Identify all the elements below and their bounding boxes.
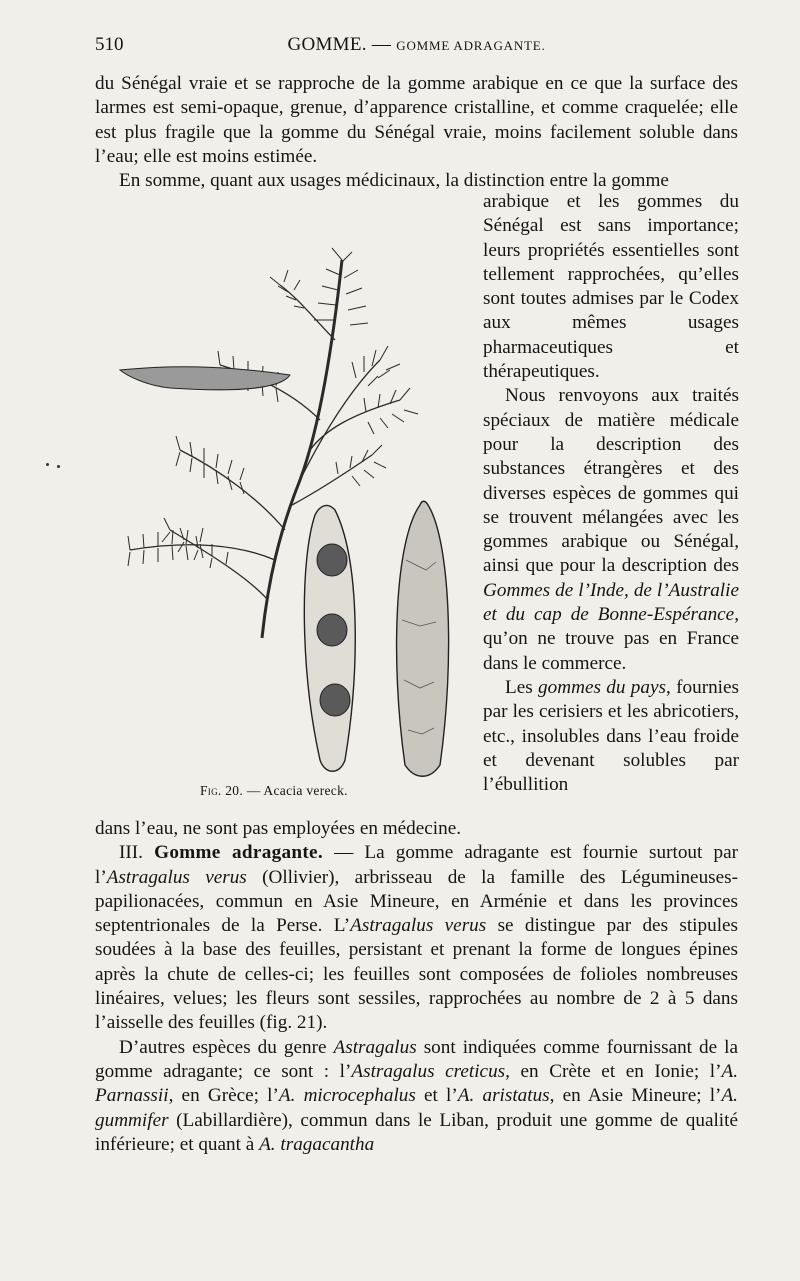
right-p2-italic: Gommes de l’Inde, de l’Australie et du cap de Bonne-Espérance — [483, 579, 739, 626]
right-p3-italic: gommes du pays — [538, 676, 666, 698]
running-title — [95, 34, 738, 56]
right-p2-text: Nous renvoyons aux traités spéciaux de matière médicale pour la description des substances étrangères et des diverses espèces de gommes qui se trouvent mélangées avec les gommes arabique ou Sénégal, ainsi que pour la description des — [483, 385, 739, 577]
closed-pod — [397, 501, 449, 776]
last-t5: et l’ — [415, 1085, 458, 1107]
seed-3 — [320, 684, 350, 716]
paragraph-somme-line: En somme, quant aux usages médicinaux, la distinction entre la gomme — [119, 170, 669, 192]
right-p3-text: Les — [505, 676, 539, 698]
right-p3-end: , fournies par les cerisiers et les abricotiers, etc., insolubles dans l’eau froide et devenant solubles par l’ébullition — [483, 676, 739, 796]
seed-2 — [317, 614, 347, 646]
species-name-2: Astragalus verus — [350, 915, 487, 937]
right-paragraph-2 — [483, 384, 739, 676]
section-3-paragraph — [95, 841, 738, 1035]
page-number: 510 — [95, 34, 124, 55]
last-i3: A. Parnassii — [95, 1060, 738, 1107]
section-heading: Gomme adragante. — [154, 842, 323, 864]
section-text-3: se distingue par des stipules soudées à la base des feuilles, persistant et prenant la forme de longues épines après la chute de celles-ci; les feuilles sont composées de folioles nombreuses linéaires, velues; les fleurs sont sessiles, rapprochées au nombre de 2 à 5 dans l’aisselle des feuilles (fig. 21). — [95, 915, 739, 1034]
last-t1: D’autres espèces du genre — [119, 1036, 334, 1058]
species-name-1: Astragalus verus — [106, 866, 247, 888]
last-i1: Astragalus — [333, 1036, 417, 1058]
last-i6: A. gummifer — [95, 1085, 738, 1131]
last-i4: A. microcephalus — [278, 1085, 416, 1107]
right-p2-end: , qu’on ne trouve pas en France dans le commerce. — [483, 604, 739, 674]
right-column — [483, 190, 739, 797]
last-i2: Astragalus creticus — [351, 1060, 506, 1082]
last-i7: A. tragacantha — [259, 1133, 375, 1155]
top-paragraph: du Sénégal vraie et se rapproche de la gomme arabique en ce que la surface des larmes est semi-opaque, grenue, d’apparence cristalline, et comme craquelée; elle est plus fragile que la gomme du Sénégal vraie, moins facilement soluble dans l’eau; elle est moins estimée. — [95, 73, 738, 167]
last-t7: (Labillardière), commun dans le Liban, produit une gomme de qualité inférieure; et quant à — [95, 1109, 738, 1155]
figure-label: Fig. 20. — [200, 783, 244, 798]
margin-mark — [46, 463, 49, 466]
last-t3: , en Crète et en Ionie; l’ — [505, 1060, 722, 1082]
margin-mark — [57, 465, 60, 468]
continuation-line: dans l’eau, ne sont pas employées en médecine. — [95, 818, 462, 839]
right-paragraph-1: arabique et les gommes du Sénégal est sans importance; leurs propriétés essentielles sont tellement rapprochées, qu’elles sont toutes admises par le Codex aux mêmes usages pharmaceutiques et thérapeutiques. — [483, 191, 739, 383]
last-paragraph — [95, 1036, 738, 1157]
acacia-figure — [110, 200, 470, 780]
section-text-2: (Ollivier), arbrisseau de la famille des Légumineuses-papilionacées, commun en Asie Mineure, en Arménie et dans les provinces septentrionales de la Perse. L’ — [95, 866, 739, 937]
page-header — [95, 34, 738, 62]
seed-1 — [317, 544, 347, 576]
last-t6: , en Asie Mineure; l’ — [549, 1085, 722, 1107]
last-t2: sont indiquées comme fournissant de la gomme adragante; ce sont : l’ — [95, 1036, 738, 1082]
running-title-sub: GOMME ADRAGANTE. — [396, 38, 546, 53]
long-pod-shape — [120, 367, 290, 390]
section-text-1: — La gomme adragante est fournie surtout par l’ — [95, 842, 738, 888]
section-number: III. — [119, 842, 143, 864]
acacia-engraving — [110, 200, 470, 780]
top-paragraph-block — [95, 72, 738, 193]
last-t4: , en Grèce; l’ — [168, 1085, 279, 1107]
right-paragraph-3 — [483, 676, 739, 797]
figure-caption-text: — Acacia vereck. — [243, 783, 348, 798]
lower-text-block — [95, 817, 738, 1157]
running-title-main: GOMME. — — [287, 34, 392, 55]
last-i5: A. aristatus — [457, 1085, 550, 1107]
figure-caption — [200, 783, 348, 799]
